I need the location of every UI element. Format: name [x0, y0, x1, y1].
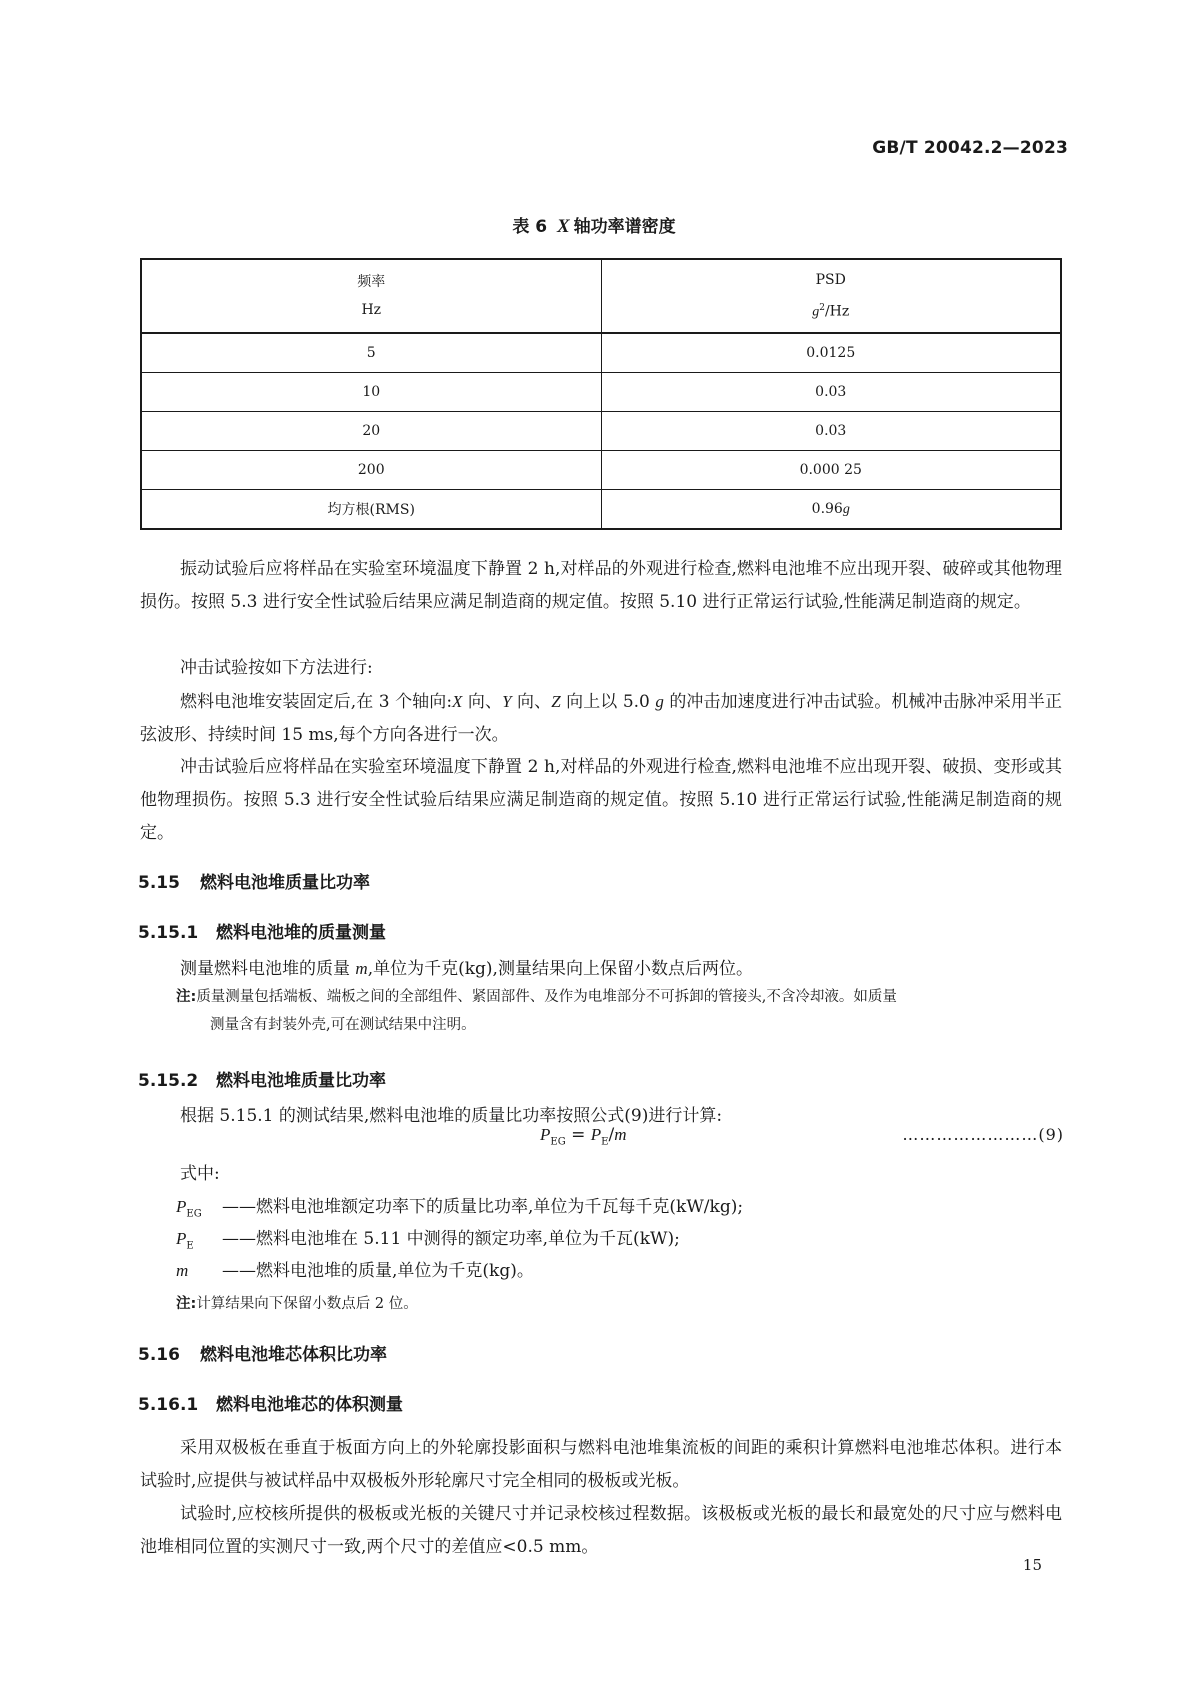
- formula-9: $P_{EG} = P_E/m$: [540, 1125, 627, 1148]
- definition-p-eg: $P_{EG}$ ——燃料电池堆额定功率下的质量比功率,单位为千瓦每千克(kW/kg);: [176, 1197, 744, 1220]
- paragraph-vibration-result: 振动试验后应将样品在实验室环境温度下静置 2 h,对样品的外观进行检查,燃料电池堆不应出现开裂、破碎或其他物理损伤。按照 5.3 进行安全性试验后结果应满足制造商的规定值。按照 5.10 进行正常运行试验,性能满足制造商的规定。: [140, 559, 1062, 612]
- section-heading-5-15: 5.15 燃料电池堆质量比功率: [138, 873, 370, 893]
- cell-psd: 0.000 25: [601, 451, 1061, 490]
- header-frequency: 频率 Hz: [141, 259, 601, 333]
- psd-table: [140, 258, 1062, 530]
- table-row: [141, 373, 1061, 412]
- standard-number: GB/T 20042.2—2023: [872, 138, 1068, 158]
- section-heading-5-16: 5.16 燃料电池堆芯体积比功率: [138, 1345, 387, 1365]
- table-row: [141, 451, 1061, 490]
- note-calc: 注:计算结果向下保留小数点后 2 位。: [176, 1296, 418, 1312]
- cell-frequency: 20: [141, 412, 601, 451]
- cell-psd: 0.03: [601, 412, 1061, 451]
- paragraph-volume-check: 试验时,应校核所提供的极板或光板的关键尺寸并记录校核过程数据。该极板或光板的最长和最宽处的尺寸应与燃料电池堆相同位置的实测尺寸一致,两个尺寸的差值应<0.5 mm。: [140, 1504, 1062, 1557]
- table-label: 表 6: [512, 217, 548, 237]
- paragraph-shock-result: 冲击试验后应将样品在实验室环境温度下静置 2 h,对样品的外观进行检查,燃料电池堆不应出现开裂、破损、变形或其他物理损伤。按照 5.3 进行安全性试验后结果应满足制造商的规定值。按照 5.10 进行正常运行试验,性能满足制造商的规定。: [140, 757, 1062, 843]
- definition-p-e: $P_E$ ——燃料电池堆在 5.11 中测得的额定功率,单位为千瓦(kW);: [176, 1229, 680, 1252]
- table-title: [0, 212, 1188, 238]
- section-heading-5-15-1: 5.15.1 燃料电池堆的质量测量: [138, 923, 386, 943]
- paragraph-shock-method: 冲击试验按如下方法进行:: [180, 658, 373, 678]
- paragraph-volume-measure: 采用双极板在垂直于板面方向上的外轮廓投影面积与燃料电池堆集流板的间距的乘积计算燃料电池堆芯体积。进行本试验时,应提供与被试样品中双极板外形轮廓尺寸完全相同的极板或光板。: [140, 1438, 1062, 1491]
- paragraph-mass-measure: 测量燃料电池堆的质量 m,单位为千克(kg),测量结果向上保留小数点后两位。: [180, 959, 753, 979]
- paragraph-calc-intro: 根据 5.15.1 的测试结果,燃料电池堆的质量比功率按照公式(9)进行计算:: [180, 1106, 723, 1126]
- cell-rms-label: 均方根(RMS): [141, 490, 601, 530]
- paragraph-shock-procedure: 燃料电池堆安装固定后,在 3 个轴向:X 向、Y 向、Z 向上以 5.0 g 的冲击加速度进行冲击试验。机械冲击脉冲采用半正弦波形、持续时间 15 ms,每个方向各进行一次。: [140, 692, 1063, 745]
- table-row-rms: [141, 490, 1061, 530]
- header-psd: PSD $g^2/Hz$: [601, 259, 1061, 333]
- cell-rms-value: 0.96g: [601, 490, 1061, 530]
- definition-m: m ——燃料电池堆的质量,单位为千克(kg)。: [176, 1261, 534, 1281]
- equation-number: ……………………(9): [902, 1125, 1064, 1144]
- note-mass-measure: 注:质量测量包括端板、端板之间的全部组件、紧固部件、及作为电堆部分不可拆卸的管接头,不含冷却液。如质量 测量含有封装外壳,可在测试结果中注明。: [176, 989, 897, 1033]
- page-number: 15: [1022, 1556, 1042, 1574]
- where-label: 式中:: [180, 1164, 220, 1184]
- cell-frequency: 5: [141, 333, 601, 373]
- section-heading-5-15-2: 5.15.2 燃料电池堆质量比功率: [138, 1071, 386, 1091]
- cell-frequency: 200: [141, 451, 601, 490]
- cell-psd: 0.03: [601, 373, 1061, 412]
- section-heading-5-16-1: 5.16.1 燃料电池堆芯的体积测量: [138, 1395, 403, 1415]
- table-row: [141, 333, 1061, 373]
- cell-psd: 0.0125: [601, 333, 1061, 373]
- table-row: [141, 412, 1061, 451]
- table-header-row: [141, 259, 1061, 333]
- table-axis: X: [556, 216, 570, 237]
- cell-frequency: 10: [141, 373, 601, 412]
- table-title-text: 轴功率谱密度: [573, 217, 676, 237]
